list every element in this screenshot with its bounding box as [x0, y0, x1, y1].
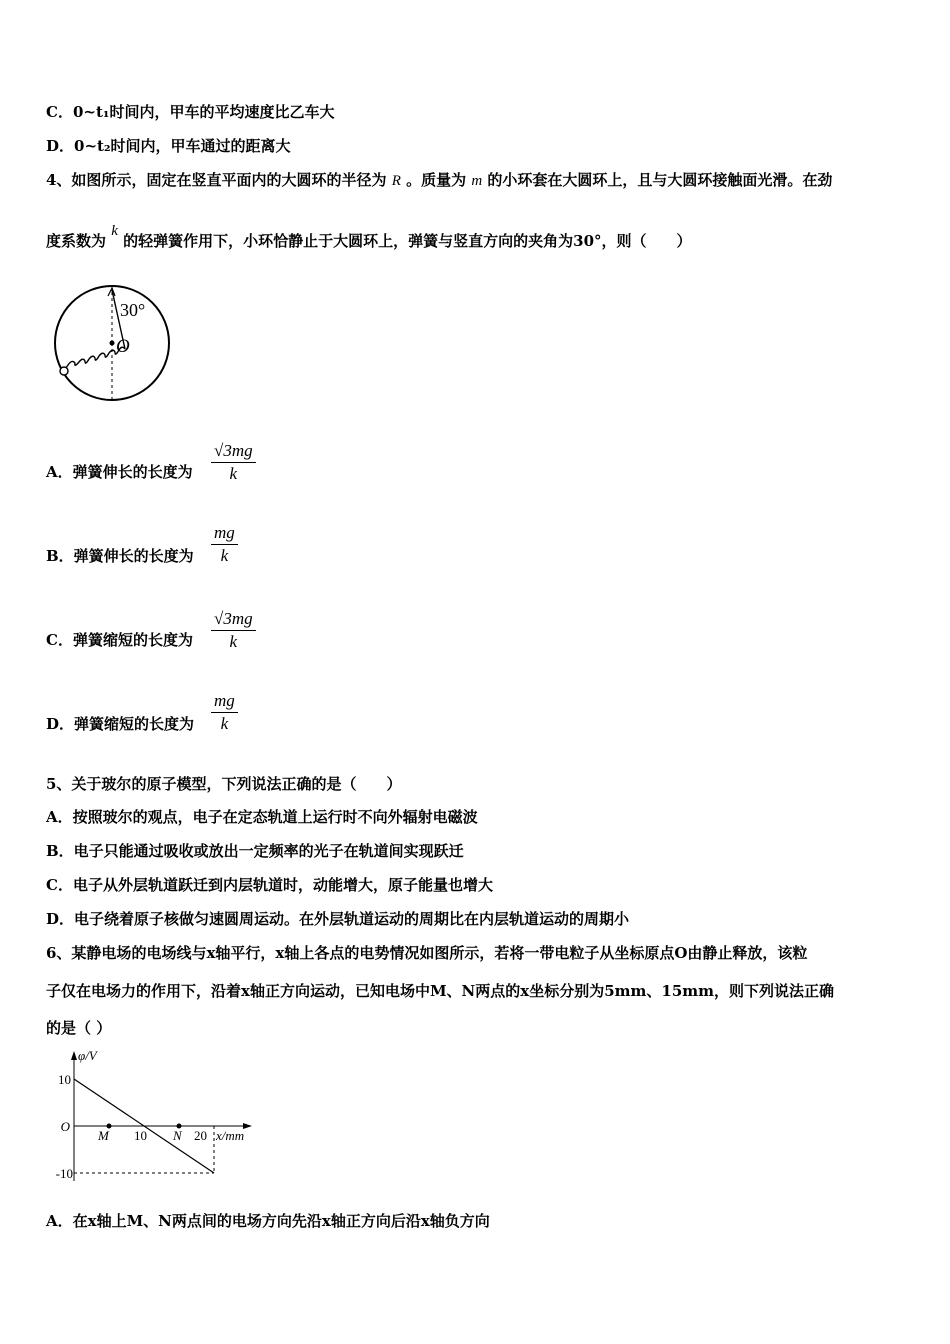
q4-stem-text: 的小环套在大圆环上，且与大圆环接触面光滑。在劲 [487, 171, 833, 189]
q4-stem-text: 4、如图所示，固定在竖直平面内的大圆环的半径为 [46, 171, 387, 189]
q3-option-d: D．0~t₂时间内，甲车通过的距离大 [46, 137, 291, 155]
fraction-denominator: k [229, 632, 238, 651]
fraction-a [211, 440, 256, 485]
q4-stem-text: 度系数为 [46, 232, 107, 250]
q6-option-a: A．在x轴上M、N两点间的电场方向先沿x轴正方向后沿x轴负方向 [46, 1212, 490, 1230]
fraction-numerator: √3mg [211, 608, 256, 631]
q4-stem-line2 [46, 223, 692, 252]
fraction-numerator: mg [211, 522, 238, 545]
fraction-numerator: √3mg [211, 440, 256, 463]
q4-option-d: D．弹簧缩短的长度为 [46, 715, 195, 733]
fraction-b [211, 522, 238, 567]
x-tick-label: 10 [134, 1128, 147, 1143]
q5-option-c: C．电子从外层轨道跃迁到内层轨道时，动能增大，原子能量也增大 [46, 876, 493, 894]
q6-stem-line3: 的是（ ） [46, 1019, 112, 1037]
fraction-denominator: k [220, 714, 229, 733]
q4-option-c: C．弹簧缩短的长度为 [46, 631, 193, 649]
origin-label: O [60, 1119, 70, 1134]
point-m-label: M [98, 1128, 109, 1143]
ring-spring-figure [50, 282, 175, 404]
y-tick-label: -10 [55, 1166, 73, 1181]
y-axis-arrow [71, 1051, 77, 1060]
q4-stem-text: 的轻弹簧作用下，小环恰静止于大圆环上，弹簧与竖直方向的夹角为30°，则（ ） [123, 232, 692, 250]
y-tick-label: 10 [58, 1072, 71, 1087]
point-n-label: N [173, 1128, 182, 1143]
small-ring [60, 367, 68, 375]
x-axis-arrow [243, 1123, 252, 1129]
var-k: k [111, 223, 118, 239]
potential-chart [44, 1046, 256, 1184]
center-label: O [116, 336, 130, 357]
q5-option-a: A．按照玻尔的观点，电子在定态轨道上运行时不向外辐射电磁波 [46, 808, 478, 826]
x-tick-label: 20 [194, 1128, 207, 1143]
q4-option-b: B．弹簧伸长的长度为 [46, 547, 194, 565]
var-r: R [391, 173, 401, 189]
q3-option-c: C．0~t₁时间内，甲车的平均速度比乙车大 [46, 103, 335, 121]
x-axis-label: x/mm [216, 1128, 245, 1143]
fraction-numerator: mg [211, 690, 238, 713]
q4-stem-line1 [46, 170, 832, 191]
fraction-c [211, 608, 256, 653]
y-axis-label: φ/V [78, 1048, 97, 1063]
q5-option-d: D．电子绕着原子核做匀速圆周运动。在外层轨道运动的周期比在内层轨道运动的周期小 [46, 910, 630, 928]
q4-stem-text: 。质量为 [406, 171, 467, 189]
q6-stem-line2: 子仅在电场力的作用下，沿着x轴正方向运动，已知电场中M、N两点的x坐标分别为5mm、15mm，则下列说法正确 [46, 982, 835, 1000]
q6-stem-line1: 6、某静电场的电场线与x轴平行，x轴上各点的电势情况如图所示，若将一带电粒子从坐标原点O由静止释放，该粒 [46, 944, 808, 962]
angle-label: 30° [120, 300, 146, 320]
fraction-denominator: k [220, 546, 229, 565]
center-point [110, 341, 115, 346]
chart-axes [71, 1051, 252, 1181]
fraction-denominator: k [229, 464, 238, 483]
fraction-d [211, 690, 238, 735]
q5-stem: 5、关于玻尔的原子模型，下列说法正确的是（ ） [46, 775, 402, 793]
var-m: m [471, 173, 483, 189]
q5-option-b: B．电子只能通过吸收或放出一定频率的光子在轨道间实现跃迁 [46, 842, 464, 860]
q4-option-a: A．弹簧伸长的长度为 [46, 463, 193, 481]
